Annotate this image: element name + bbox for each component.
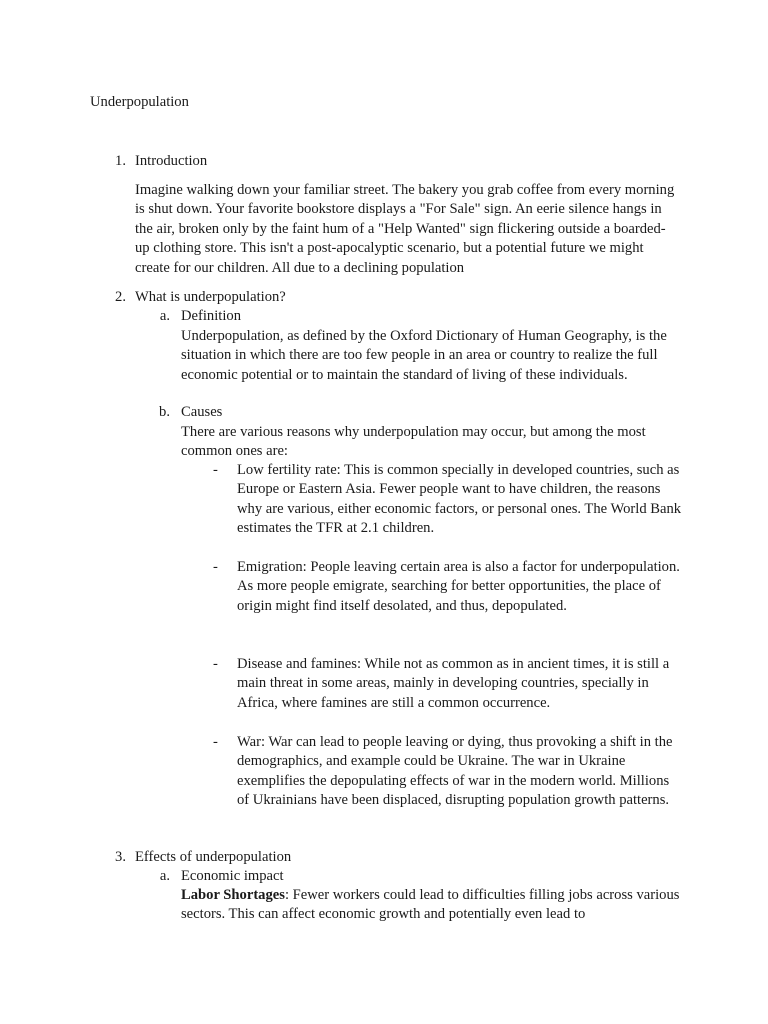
labor-shortages-text: : Fewer workers could lead to difficulties filling jobs across various sectors. This can affect economic growth and potentially even lead to [181, 887, 680, 923]
bullet-dash: - [213, 559, 218, 575]
section-2-heading: What is underpopulation? [135, 289, 286, 305]
bullet-dash: - [213, 462, 218, 478]
causes-intro: There are various reasons why underpopulation may occur, but among the most common ones are: [181, 424, 646, 460]
section-1-paragraph: Imagine walking down your familiar street. The bakery you grab coffee from every morning is shut down. Your favorite bookstore displays a "For Sale" sign. An eerie silence hangs in the air, broken only by the faint hum of a "Help Wanted" sign flickering outside a boarded-up clothing store. This isn't a post-apocalyptic scenario, but a potential future we might create for our children. All due to a declining population [135, 182, 675, 276]
bullet-emigration: Emigration: People leaving certain area is also a factor for underpopulation. As more people emigrate, searching for better opportunities, the place of origin might find itself desolated, and thus, depopulated. [237, 559, 680, 614]
labor-shortages-term: Labor Shortages [181, 887, 285, 903]
subsection-3a-heading: Economic impact [181, 868, 284, 884]
subsection-2b-letter: b. [159, 404, 170, 420]
bullet-disease-famines: Disease and famines: While not as common as in ancient times, it is still a main threat in some areas, mainly in developing countries, specially in Africa, where famines are still a common occurrence. [237, 656, 670, 711]
economic-impact-paragraph [181, 886, 681, 925]
section-2-number: 2. [115, 289, 126, 305]
subsection-2a-letter: a. [159, 308, 170, 324]
bullet-dash: - [213, 734, 218, 750]
section-1-heading: Introduction [135, 153, 208, 169]
subsection-2b-heading: Causes [181, 404, 223, 420]
section-3-number: 3. [115, 849, 126, 865]
bullet-low-fertility: Low fertility rate: This is common specially in developed countries, such as Europe or Eastern Asia. Fewer people want to have children, the reasons why are various, either economic factors, or personal ones. The World Bank estimates the TFR at 2.1 children. [237, 462, 682, 537]
section-1-number: 1. [115, 153, 126, 169]
section-3-heading: Effects of underpopulation [135, 849, 292, 865]
subsection-3a-letter: a. [159, 868, 170, 884]
definition-paragraph: Underpopulation, as defined by the Oxford Dictionary of Human Geography, is the situation in which there are too few people in an area or country to realize the full economic potential or to maintain the standard of living of these individuals. [181, 328, 667, 383]
bullet-war: War: War can lead to people leaving or dying, thus provoking a shift in the demographics, and example could be Ukraine. The war in Ukraine exemplifies the depopulating effects of war in the modern world. Millions of Ukrainians have been displaced, disrupting population growth patterns. [237, 734, 673, 809]
bullet-dash: - [213, 656, 218, 672]
subsection-2a-heading: Definition [181, 308, 241, 324]
document-title: Underpopulation [90, 94, 189, 110]
